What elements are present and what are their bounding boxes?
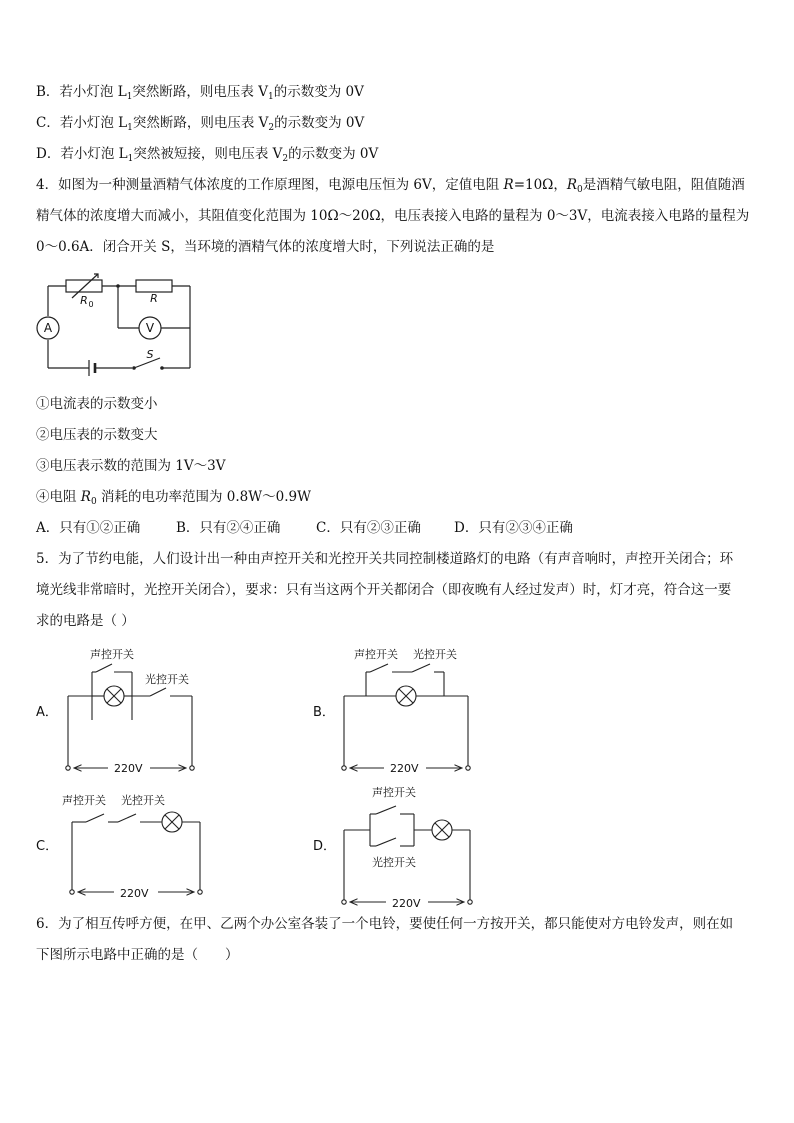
ammeter-label: A — [43, 321, 53, 335]
q5-stem-line2: 境光线非常暗时，光控开关闭合），要求：只有当这两个开关都闭合（即夜晚有人经过发声）时，灯才亮，符合这一要 — [36, 582, 732, 598]
q4-statement-1: ①电流表的示数变小 — [36, 396, 158, 412]
q5-label-d: D． — [313, 839, 337, 854]
q5-b-voltage-label: 220V — [390, 762, 419, 775]
q4-option-c: C．只有②③正确 — [316, 520, 421, 536]
q5-stem-line3: 求的电路是（ ） — [36, 613, 135, 629]
q5-d-light-switch-label: 光控开关 — [372, 856, 416, 869]
q5-b-light-switch-label: 光控开关 — [413, 648, 457, 661]
r-label: R — [150, 292, 158, 305]
q5-a-sound-switch-label: 声控开关 — [90, 648, 134, 661]
q4-stem-line2: 精气体的浓度增大而减小，其阻值变化范围为 10Ω～20Ω，电压表接入电路的量程为 0～3V，电流表接入电路的量程为 — [36, 208, 750, 224]
q5-label-a: A． — [36, 705, 58, 720]
q5-a-voltage-label: 220V — [114, 762, 143, 775]
q4-option-d: D．只有②③④正确 — [454, 520, 573, 536]
q5-c-voltage-label: 220V — [120, 887, 149, 900]
q4-stem-line1: 4．如图为一种测量酒精气体浓度的工作原理图，电源电压恒为 6V，定值电阻 R=10Ω，$R_0$是酒精气敏电阻，阻值随酒 — [36, 177, 745, 195]
q3-option-c: C．若小灯泡 $L_1$突然断路，则电压表 $V_2$的示数变为 0V — [36, 115, 365, 133]
voltmeter-label: V — [145, 321, 155, 335]
r0-label: R — [80, 294, 88, 307]
q4-statement-4: ④电阻 $R_0$ 消耗的电功率范围为 0.8W～0.9W — [36, 489, 311, 507]
q4-option-b: B．只有②④正确 — [176, 520, 281, 536]
q5-label-b: B． — [313, 705, 335, 720]
q4-statement-2: ②电压表的示数变大 — [36, 427, 158, 443]
q5-a-light-switch-label: 光控开关 — [145, 673, 189, 686]
q6-stem-line2: 下图所示电路中正确的是（ ） — [36, 947, 239, 963]
r0-sub-label: 0 — [88, 300, 94, 309]
q3-option-b: B．若小灯泡 $L_1$突然断路，则电压表 $V_1$的示数变为 0V — [36, 84, 364, 102]
q4-statement-3: ③电压表示数的范围为 1V～3V — [36, 458, 226, 474]
switch-label: S — [146, 348, 154, 361]
q5-d-voltage-label: 220V — [392, 897, 421, 910]
q5-label-c: C． — [36, 839, 59, 854]
q5-d-sound-switch-label: 声控开关 — [372, 786, 416, 799]
q6-stem-line1: 6．为了相互传呼方便，在甲、乙两个办公室各装了一个电铃，要使任何一方按开关，都只能使对方电铃发声，则在如 — [36, 916, 734, 932]
q5-stem-line1: 5．为了节约电能，人们设计出一种由声控开关和光控开关共同控制楼道路灯的电路（有声音响时，声控开关闭合；环 — [36, 551, 734, 567]
q5-circuit-c — [70, 812, 202, 894]
q5-circuit-b — [342, 664, 470, 770]
q3-option-d: D．若小灯泡 $L_1$突然被短接，则电压表 $V_2$的示数变为 0V — [36, 146, 379, 164]
q4-option-a: A．只有①②正确 — [36, 520, 141, 536]
q4-stem-line3: 0～0.6A．闭合开关 S，当环境的酒精气体的浓度增大时，下列说法正确的是 — [36, 239, 495, 255]
q5-c-sound-switch-label: 声控开关 — [62, 794, 106, 807]
q5-b-sound-switch-label: 声控开关 — [354, 648, 398, 661]
q5-c-light-switch-label: 光控开关 — [121, 794, 165, 807]
